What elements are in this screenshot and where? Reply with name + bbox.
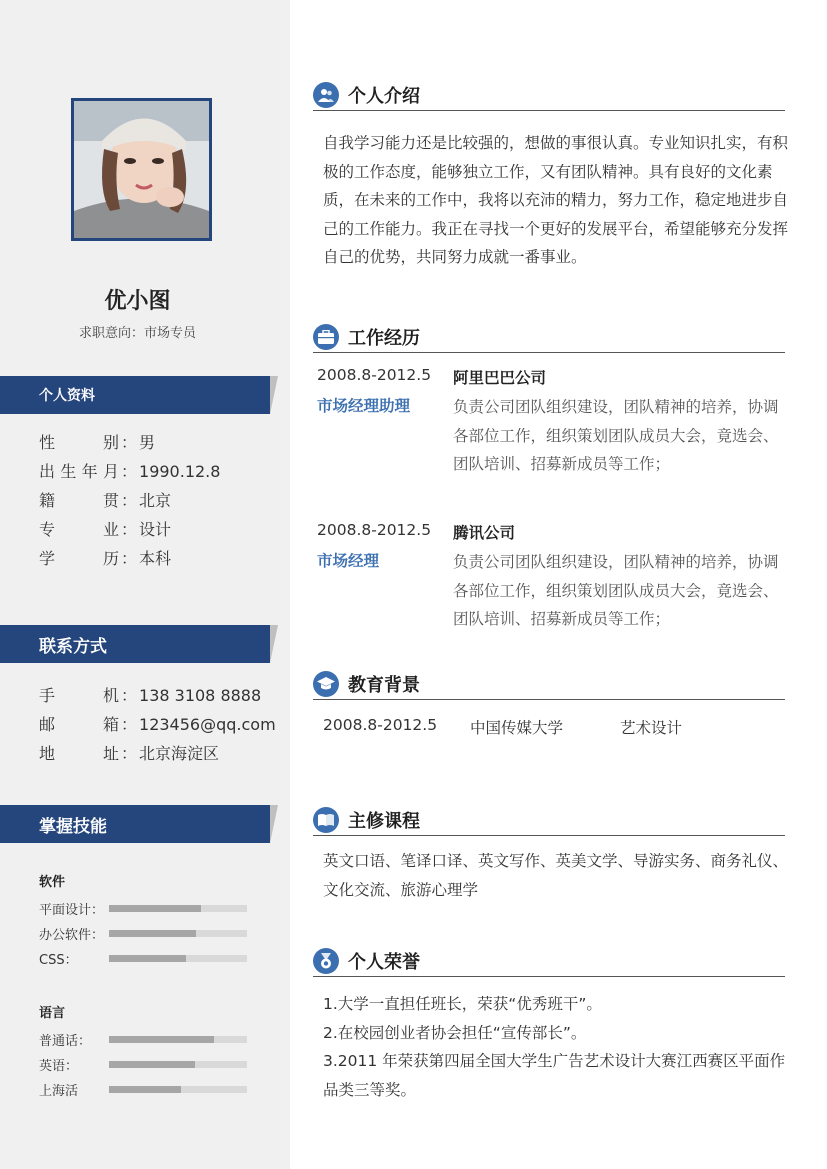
personal-info-list — [39, 428, 220, 573]
education-title: 教育背景 — [348, 675, 420, 696]
honors-section-header — [313, 946, 785, 977]
skill-bar-fill — [109, 955, 186, 962]
skill-bar-fill — [109, 905, 201, 912]
job-company: 阿里巴巴公司 — [453, 369, 547, 387]
honors-title: 个人荣誉 — [348, 952, 420, 973]
intro-title: 个人介绍 — [348, 86, 420, 107]
skill-bar — [109, 930, 247, 937]
courses-text: 英文口语、笔译口译、英文写作、英美文学、导游实务、商务礼仪、文化交流、旅游心理学 — [323, 852, 789, 899]
skill-row — [39, 1027, 247, 1052]
contact-key: 手 机 — [39, 686, 119, 705]
intro-text: 自我学习能力还是比较强的，想做的事很认真。专业知识扎实，有积极的工作态度，能够独立工作，又有团队精神。具有良好的文化素质，在未来的工作中，我将以充沛的精力，努力工作，稳定地进步自己的工作能力。我正在寻找一个更好的发展平台，希望能够充分发挥自己的优势，共同努力成就一番事业。 — [323, 134, 789, 266]
work-section-header — [313, 322, 785, 353]
education-row — [323, 716, 682, 738]
skill-bar — [109, 1086, 247, 1093]
profile-photo — [71, 98, 212, 241]
education-section-header — [313, 669, 785, 700]
info-value: 男 — [139, 433, 156, 452]
email-value[interactable]: 123456@qq.com — [139, 715, 276, 734]
skill-row — [39, 896, 247, 921]
honors-list — [323, 990, 793, 1104]
job-date: 2008.8-2012.5 — [317, 521, 432, 539]
skill-label: CSS： — [39, 953, 78, 968]
skill-label: 办公软件： — [39, 928, 105, 943]
job-date: 2008.8-2012.5 — [317, 366, 432, 384]
skill-label: 英语： — [39, 1059, 79, 1074]
skill-group-software — [39, 871, 247, 971]
skill-bar — [109, 905, 247, 912]
job-description: 负责公司团队组织建设，团队精神的培养，协调各部位工作，组织策划团队成员大会，竟选会、团队培训、招募新成员等工作； — [453, 398, 779, 473]
skill-row — [39, 1052, 247, 1077]
skill-bar-fill — [109, 1036, 214, 1043]
book-icon — [313, 807, 339, 833]
contact-row: 手 机 ： 138 3108 8888 — [39, 681, 276, 710]
skill-group-title: 软件 — [39, 875, 66, 890]
info-value: 北京 — [139, 491, 172, 510]
medal-icon — [313, 948, 339, 974]
briefcase-icon — [313, 324, 339, 350]
skill-bar-fill — [109, 930, 196, 937]
personal-info-title: 个人资料 — [39, 388, 95, 404]
honor-item: 1.大学一直担任班长，荣获“优秀班干”。 — [323, 995, 602, 1013]
job-role: 市场经理助理 — [317, 397, 411, 415]
skill-group-language — [39, 1002, 247, 1102]
education-school: 中国传媒大学 — [470, 719, 564, 737]
candidate-name: 优小图 — [104, 289, 171, 314]
personal-info-row: 专 业 ： 设计 — [39, 515, 220, 544]
skill-row — [39, 946, 247, 971]
job-role: 市场经理 — [317, 552, 380, 570]
honor-item: 3.2011 年荣获第四届全国大学生广告艺术设计大赛江西赛区平面作品类三等奖。 — [323, 1052, 786, 1099]
job-entry — [317, 521, 792, 641]
courses-title: 主修课程 — [348, 811, 420, 832]
job-intent: 求职意向：市场专员 — [78, 326, 196, 341]
info-key: 性 别 — [39, 433, 119, 452]
contact-key: 地 址 — [39, 744, 119, 763]
skill-group-title: 语言 — [39, 1006, 66, 1021]
skills-title: 掌握技能 — [39, 816, 107, 837]
personal-info-header — [0, 376, 270, 414]
education-major: 艺术设计 — [620, 719, 683, 737]
info-key: 学 历 — [39, 549, 119, 568]
contact-header — [0, 625, 270, 663]
job-company: 腾讯公司 — [453, 524, 516, 542]
skill-row — [39, 1077, 247, 1102]
personal-info-row: 籍 贯 ： 北京 — [39, 486, 220, 515]
info-value: 1990.12.8 — [139, 462, 221, 481]
contact-list — [39, 681, 276, 768]
skill-bar-fill — [109, 1086, 181, 1093]
personal-info-row: 出生年月 ： 1990.12.8 — [39, 457, 220, 486]
info-value: 设计 — [139, 520, 172, 539]
courses-section-header — [313, 805, 785, 836]
phone-value[interactable]: 138 3108 8888 — [139, 686, 262, 705]
intro-section-header — [313, 80, 785, 111]
personal-info-row: 性 别 ： 男 — [39, 428, 220, 457]
graduation-cap-icon — [313, 671, 339, 697]
contact-row: 地 址 ： 北京海淀区 — [39, 739, 276, 768]
work-title: 工作经历 — [348, 328, 420, 349]
user-icon — [313, 82, 339, 108]
skill-label: 普通话： — [39, 1034, 92, 1049]
sidebar — [0, 0, 290, 1169]
skill-bar-fill — [109, 1061, 195, 1068]
skill-bar — [109, 1036, 247, 1043]
info-value: 本科 — [139, 549, 172, 568]
portrait-image — [74, 101, 209, 238]
address-value: 北京海淀区 — [139, 744, 220, 763]
contact-title: 联系方式 — [39, 636, 107, 657]
personal-info-row: 学 历 ： 本科 — [39, 544, 220, 573]
info-key: 出生年月 — [39, 462, 119, 481]
job-description: 负责公司团队组织建设，团队精神的培养，协调各部位工作，组织策划团队成员大会，竟选会、团队培训、招募新成员等工作； — [453, 553, 779, 628]
skills-header — [0, 805, 270, 843]
contact-key: 邮 箱 — [39, 715, 119, 734]
contact-row: 邮 箱 ： 123456@qq.com — [39, 710, 276, 739]
skill-row — [39, 921, 247, 946]
education-date: 2008.8-2012.5 — [323, 716, 438, 734]
job-entry — [317, 366, 792, 486]
info-key: 专 业 — [39, 520, 119, 539]
info-key: 籍 贯 — [39, 491, 119, 510]
honor-item: 2.在校园创业者协会担任“宣传部长”。 — [323, 1023, 587, 1042]
skill-bar — [109, 955, 247, 962]
skill-label: 上海活 — [39, 1084, 79, 1099]
skill-bar — [109, 1061, 247, 1068]
skill-label: 平面设计： — [39, 903, 105, 918]
